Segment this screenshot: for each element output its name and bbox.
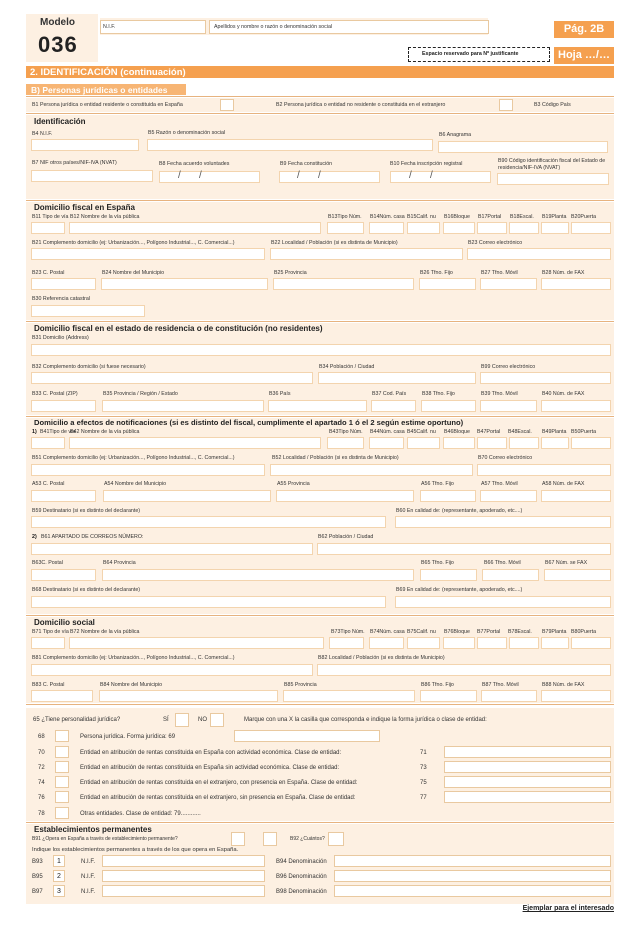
b45-field[interactable] — [407, 437, 440, 449]
b16-field[interactable] — [443, 222, 475, 234]
b19-label: B19Planta — [542, 214, 567, 220]
b27-label: B27 Tfno. Móvil — [481, 270, 518, 276]
divider — [26, 113, 614, 114]
row-number: 76 — [38, 795, 45, 801]
b76-field[interactable] — [443, 637, 475, 649]
a54-field[interactable] — [103, 490, 271, 502]
b77-label: B77Portal — [477, 629, 501, 635]
b10-field[interactable] — [390, 171, 491, 183]
row-checkbox[interactable] — [55, 730, 69, 742]
header — [26, 14, 614, 78]
b39-field[interactable] — [480, 400, 537, 412]
date-separator: / — [409, 170, 412, 181]
b24-label: B24 Nombre del Municipio — [102, 270, 165, 276]
modelo-label: Modelo — [40, 17, 75, 28]
n1-label: 1) — [32, 429, 37, 435]
row-number: 68 — [38, 734, 45, 740]
b-title: B) Personas jurídicas o entidades — [31, 85, 168, 95]
b99-field[interactable] — [480, 372, 611, 384]
b86-field[interactable] — [420, 690, 477, 702]
b92-field[interactable] — [328, 832, 344, 846]
a55-label: A55 Provincia — [277, 481, 310, 487]
row-label: Persona jurídica. Forma jurídica: 69 — [80, 734, 176, 740]
b91-checkbox-si[interactable] — [231, 832, 245, 846]
b12-label: B12 Nombre de la vía pública — [70, 214, 140, 220]
nif-label: N.I.F. — [103, 24, 116, 30]
b70-field[interactable] — [477, 464, 611, 476]
b44-field[interactable] — [369, 437, 404, 449]
b59-field[interactable] — [31, 516, 386, 528]
est-code: B95 — [32, 874, 43, 880]
b99-label: B99 Correo electrónico — [481, 364, 536, 370]
est-index: 2 — [53, 870, 65, 882]
b35-field[interactable] — [102, 400, 264, 412]
b5-field[interactable] — [147, 139, 433, 151]
b43-field[interactable] — [327, 437, 364, 449]
b79-field[interactable] — [541, 637, 569, 649]
b79-label: B79Planta — [542, 629, 567, 635]
b41-label: B41Tipo de vía — [40, 429, 76, 435]
b1-label: B1 Persona jurídica o entidad residente o constituida en España — [32, 102, 183, 108]
row-label: Otras entidades. Clase de entidad: 79............ — [80, 811, 201, 817]
b34-label: B34 Población / Ciudad — [319, 364, 375, 370]
b85-label: B85 Provincia — [284, 682, 317, 688]
row-number: 78 — [38, 811, 45, 817]
b92-label: B92 ¿Cuántos? — [290, 836, 325, 842]
b83-field[interactable] — [31, 690, 93, 702]
b39-label: B39 Tfno. Móvil — [481, 391, 518, 397]
b20-label: B20Puerta — [571, 214, 597, 220]
b31-label: B31 Domicilio (Address) — [32, 335, 89, 341]
b72-field[interactable] — [69, 637, 324, 649]
row-number: 70 — [38, 750, 45, 756]
b20-field[interactable] — [571, 222, 611, 234]
est-nif-label: N.I.F. — [81, 889, 96, 895]
b31-field[interactable] — [31, 344, 611, 356]
b17-label: B17Portal — [478, 214, 502, 220]
b51-label: B51 Complemento domicilio (ej: Urbanización..., Polígono Industrial..., C. Comercial...) — [32, 455, 235, 461]
b82-label: B82 Localidad / Población (si es distinta de Municipio) — [318, 655, 445, 661]
b91-label: B91 ¿Opera en España a través de establecimiento permanente? — [32, 836, 178, 842]
b12-field[interactable] — [69, 222, 321, 234]
b88-label: B88 Núm. de FAX — [542, 682, 585, 688]
b36-field[interactable] — [268, 400, 367, 412]
b73-field[interactable] — [329, 637, 364, 649]
b61-field[interactable] — [31, 543, 313, 555]
row-right-number: 73 — [420, 765, 427, 771]
dom-soc-title: Domicilio social — [34, 618, 95, 627]
b38-label: B38 Tfno. Fijo — [422, 391, 455, 397]
dom-es-title: Domicilio fiscal en España — [34, 203, 135, 212]
b66-label: B66 Tfno. Móvil — [484, 560, 521, 566]
b19-field[interactable] — [541, 222, 569, 234]
b74-field[interactable] — [369, 637, 404, 649]
b13-field[interactable] — [327, 222, 364, 234]
si-label: SÍ — [163, 717, 169, 723]
b48-field[interactable] — [509, 437, 539, 449]
b34-field[interactable] — [318, 372, 476, 384]
b23c-field[interactable] — [467, 248, 611, 260]
b21-label: B21 Complemento domicilio (ej: Urbanización..., Polígono Industrial..., C. Comercial...) — [32, 240, 235, 246]
row-right-number: 77 — [420, 795, 427, 801]
b8-field[interactable] — [159, 171, 260, 183]
ejemplar-label: Ejemplar para el interesado — [522, 905, 614, 912]
est-den-field[interactable] — [334, 885, 611, 897]
b18-label: B18Escal. — [510, 214, 534, 220]
a58-label: A58 Núm. de FAX — [542, 481, 585, 487]
b85-field[interactable] — [283, 690, 415, 702]
b16-label: B16Bloque — [444, 214, 470, 220]
b64-field[interactable] — [102, 569, 414, 581]
b51-field[interactable] — [31, 464, 265, 476]
dom-res-title: Domicilio fiscal en el estado de residencia o de constitución (no residentes) — [34, 324, 323, 333]
row-right-number: 75 — [420, 780, 427, 786]
b47-label: B47Portal — [477, 429, 501, 435]
b42-field[interactable] — [69, 437, 321, 449]
b7-label: B7 NIF otros países/NIF-IVA (NVAT) — [32, 160, 117, 166]
b15-label: B15Calif. nu — [407, 214, 436, 220]
b62-field[interactable] — [317, 543, 611, 555]
b72-label: B72 Nombre de la vía pública — [70, 629, 140, 635]
b74-label: B74Núm. casa — [370, 629, 405, 635]
b81-field[interactable] — [31, 664, 313, 676]
date-separator: / — [430, 170, 433, 181]
b84-field[interactable] — [99, 690, 278, 702]
modelo-number: 036 — [38, 32, 78, 57]
b46-field[interactable] — [443, 437, 475, 449]
b17-field[interactable] — [477, 222, 507, 234]
b75-field[interactable] — [407, 637, 440, 649]
clase-entidad-field[interactable] — [444, 776, 611, 788]
b80-field[interactable] — [571, 637, 611, 649]
b60-field[interactable] — [395, 516, 611, 528]
marque-label: Marque con una X la casilla que corresponda e indique la forma jurídica o clase de entidad: — [244, 717, 487, 723]
a55-field[interactable] — [276, 490, 414, 502]
est-den-label: B98 Denominación — [276, 889, 327, 895]
identificacion-band — [26, 115, 614, 199]
b63-label: B63C. Postal — [32, 560, 63, 566]
b84-label: B84 Nombre del Municipio — [100, 682, 163, 688]
b33-label: B33 C. Postal (ZIP) — [32, 391, 78, 397]
row-checkbox[interactable] — [55, 807, 69, 819]
n2-label: 2) — [32, 534, 37, 540]
justificante-label: Espacio reservado para Nº justificante — [422, 51, 519, 57]
est-index: 1 — [53, 855, 65, 867]
a58-field[interactable] — [541, 490, 611, 502]
section-title: 2. IDENTIFICACIÓN (continuación) — [30, 67, 186, 78]
b45-label: B45Calif. nu — [407, 429, 436, 435]
b81-label: B81 Complemento domicilio (ej: Urbanización..., Polígono Industrial..., C. Comercial...) — [32, 655, 235, 661]
b71-label: B71 Tipo de vía — [32, 629, 69, 635]
clase-entidad-field[interactable] — [444, 791, 611, 803]
b75-label: B75Calif. nu — [407, 629, 436, 635]
b33-field[interactable] — [31, 400, 96, 412]
b82-field[interactable] — [317, 664, 611, 676]
est-den-label: B94 Denominación — [276, 859, 327, 865]
nif-field[interactable] — [100, 20, 206, 34]
date-separator: / — [199, 170, 202, 181]
b11-field[interactable] — [31, 222, 65, 234]
b26-label: B26 Tfno. Fijo — [420, 270, 453, 276]
b47-field[interactable] — [477, 437, 507, 449]
est-nif-field[interactable] — [102, 855, 265, 867]
clase-entidad-field[interactable] — [444, 746, 611, 758]
b26-field[interactable] — [419, 278, 476, 290]
b4-label: B4 N.I.F. — [32, 131, 53, 137]
row-right-number: 71 — [420, 750, 427, 756]
b70-label: B70 Correo electrónico — [478, 455, 533, 461]
b52-field[interactable] — [270, 464, 473, 476]
b30-field[interactable] — [31, 305, 145, 317]
b49-field[interactable] — [541, 437, 569, 449]
est-den-field[interactable] — [334, 855, 611, 867]
b38-field[interactable] — [421, 400, 476, 412]
indique-label: Indique los establecimientos permanentes a través de los que opera en España. — [32, 847, 239, 853]
form-page — [26, 14, 614, 914]
b63-field[interactable] — [31, 569, 96, 581]
b50-label: B50Puerta — [571, 429, 597, 435]
b80-label: B80Puerta — [571, 629, 597, 635]
si-checkbox[interactable] — [175, 713, 189, 727]
row-label: Entidad en atribución de rentas constituida en el extranjero, sin presencia en España. Clase de entidad: — [80, 795, 356, 801]
b25-label: B25 Provincia — [274, 270, 307, 276]
b86-label: B86 Tfno. Fijo — [421, 682, 454, 688]
b7-field[interactable] — [31, 170, 153, 182]
b30-label: B30 Referencia catastral — [32, 296, 91, 302]
b1-checkbox[interactable] — [220, 99, 234, 111]
b78-field[interactable] — [509, 637, 539, 649]
a56-field[interactable] — [420, 490, 476, 502]
b15-field[interactable] — [407, 222, 440, 234]
b64-label: B64 Provincia — [103, 560, 136, 566]
est-code: B97 — [32, 889, 43, 895]
b32-field[interactable] — [31, 372, 313, 384]
b77-field[interactable] — [477, 637, 507, 649]
b22-label: B22 Localidad / Población (si es distinta de Municipio) — [271, 240, 398, 246]
b44-label: B44Núm. casa — [370, 429, 405, 435]
row-number: 72 — [38, 765, 45, 771]
divider — [26, 321, 614, 322]
a56-label: A56 Tfno. Fijo — [421, 481, 454, 487]
divider — [26, 704, 614, 705]
b3-label: B3 Código País — [534, 102, 571, 108]
row-checkbox[interactable] — [55, 746, 69, 758]
b35-label: B35 Provincia / Región / Estado — [103, 391, 178, 397]
est-code: B93 — [32, 859, 43, 865]
b65-field[interactable] — [420, 569, 477, 581]
b83-label: B83 C. Postal — [32, 682, 65, 688]
b65-label: B65 Tfno. Fijo — [421, 560, 454, 566]
a57-field[interactable] — [480, 490, 537, 502]
apellidos-label: Apellidos y nombre o razón o denominación social — [214, 24, 333, 30]
b21-field[interactable] — [31, 248, 265, 260]
dom-not-title: Domicilio a efectos de notificaciones (si es distinto del fiscal, cumplimente el apartado 1 ó el 2 según estime oportuno) — [34, 418, 464, 427]
est-den-field[interactable] — [334, 870, 611, 882]
b87-field[interactable] — [481, 690, 537, 702]
row-checkbox[interactable] — [55, 776, 69, 788]
a57-label: A57 Tfno. Móvil — [481, 481, 518, 487]
b87-label: B87 Tfno. Móvil — [482, 682, 519, 688]
b14-label: B14Núm. casa — [370, 214, 405, 220]
b69-label: B69 En calidad de: (representante, apoderado, etc....) — [396, 587, 523, 593]
b90-label: B90 Código identificación fiscal del Estado de residencia/NIF-IVA (NVAT) — [498, 158, 606, 171]
b18-field[interactable] — [509, 222, 539, 234]
b28-field[interactable] — [541, 278, 611, 290]
b41-field[interactable] — [31, 437, 65, 449]
b42-label: B42 Nombre de la vía pública — [70, 429, 140, 435]
date-separator: / — [178, 170, 181, 181]
b71-field[interactable] — [31, 637, 65, 649]
b23c-label: B23 Correo electrónico — [468, 240, 523, 246]
row-label: Entidad en atribución de rentas constituida en España con actividad económica. Clase de entidad: — [80, 750, 342, 756]
b59-label: B59 Destinatario (si es distinto del declarante) — [32, 508, 141, 514]
b8-label: B8 Fecha acuerdo voluntades — [159, 161, 230, 167]
divider — [26, 822, 614, 823]
b76-label: B76Bloque — [444, 629, 470, 635]
b68-field[interactable] — [31, 596, 386, 608]
b6-label: B6 Anagrama — [439, 132, 472, 138]
b40-label: B40 Núm. de FAX — [542, 391, 585, 397]
est-den-label: B96 Denominación — [276, 874, 327, 880]
b13-label: B13Tipo Núm. — [328, 214, 362, 220]
b22-field[interactable] — [270, 248, 463, 260]
b9-field[interactable] — [279, 171, 380, 183]
b73-label: B73Tipo Núm. — [331, 629, 365, 635]
divider — [26, 200, 614, 201]
b28-label: B28 Núm. de FAX — [542, 270, 585, 276]
est-nif-field[interactable] — [102, 885, 265, 897]
b5-label: B5 Razón o denominación social — [148, 130, 226, 136]
b14-field[interactable] — [369, 222, 404, 234]
b37-field[interactable] — [371, 400, 416, 412]
divider — [26, 416, 614, 417]
b66-field[interactable] — [482, 569, 539, 581]
forma-juridica-field[interactable] — [234, 730, 380, 742]
b10-label: B10 Fecha inscripción registral — [390, 161, 463, 167]
b48-label: B48Escal. — [508, 429, 532, 435]
est-title: Establecimientos permanentes — [34, 825, 152, 834]
b61-label: B61 APARTADO DE CORREOS NÚMERO: — [41, 534, 144, 540]
row-label: Entidad en atribución de rentas constituida en el extranjero, con presencia en España. Clase de entidad: — [80, 780, 358, 786]
b23-field[interactable] — [31, 278, 96, 290]
no-checkbox[interactable] — [210, 713, 224, 727]
b68-label: B68 Destinatario (si es distinto del declarante) — [32, 587, 141, 593]
b25-field[interactable] — [273, 278, 414, 290]
b2-checkbox[interactable] — [499, 99, 513, 111]
hoja-badge: Hoja …/… — [554, 47, 614, 64]
b27-field[interactable] — [480, 278, 537, 290]
divider — [26, 615, 614, 616]
row-checkbox[interactable] — [55, 761, 69, 773]
b32-label: B32 Complemento domicilio (si fuese necesario) — [32, 364, 146, 370]
row-checkbox[interactable] — [55, 791, 69, 803]
a54-label: A54 Nombre del Municipio — [104, 481, 167, 487]
b62-label: B62 Población / Ciudad — [318, 534, 374, 540]
b67-label: B67 Núm. se FAX — [545, 560, 588, 566]
b91-checkbox-no[interactable] — [263, 832, 277, 846]
date-separator: / — [297, 170, 300, 181]
b36-label: B36 País — [269, 391, 291, 397]
b46-label: B46Bloque — [444, 429, 470, 435]
b90-field[interactable] — [497, 173, 609, 185]
date-separator: / — [318, 170, 321, 181]
b50-field[interactable] — [571, 437, 611, 449]
pag-badge: Pág. 2B — [554, 21, 614, 38]
b67-field[interactable] — [544, 569, 611, 581]
b24-field[interactable] — [101, 278, 268, 290]
b9-label: B9 Fecha constitución — [280, 161, 333, 167]
b2-label: B2 Persona jurídica o entidad no residente o constituida en el extranjero — [276, 102, 446, 108]
a53-field[interactable] — [31, 490, 96, 502]
b37-label: B37 Cod. País — [372, 391, 407, 397]
est-index: 3 — [53, 885, 65, 897]
b49-label: B49Planta — [542, 429, 567, 435]
no-label: NO — [198, 717, 207, 723]
a53-label: A53 C. Postal — [32, 481, 65, 487]
q65-label: 65 ¿Tiene personalidad jurídica? — [33, 717, 121, 723]
divider — [26, 96, 614, 97]
b23-label: B23 C. Postal — [32, 270, 65, 276]
clase-entidad-field[interactable] — [444, 761, 611, 773]
b4-field[interactable] — [31, 139, 139, 151]
identificacion-title: Identificación — [34, 117, 86, 126]
row-label: Entidad en atribución de rentas constituida en España sin actividad económica. Clase de entidad: — [80, 765, 340, 771]
est-nif-label: N.I.F. — [81, 859, 96, 865]
b11-label: B11 Tipo de vía — [32, 214, 69, 220]
row-number: 74 — [38, 780, 45, 786]
b69-field[interactable] — [395, 596, 611, 608]
b52-label: B52 Localidad / Población (si es distinta de Municipio) — [272, 455, 399, 461]
b6-field[interactable] — [438, 141, 608, 153]
b43-label: B43Tipo Núm. — [329, 429, 363, 435]
b40-field[interactable] — [541, 400, 611, 412]
est-nif-label: N.I.F. — [81, 874, 96, 880]
b60-label: B60 En calidad de: (representante, apoderado, etc....) — [396, 508, 523, 514]
b88-field[interactable] — [541, 690, 611, 702]
b78-label: B78Escal. — [508, 629, 532, 635]
est-nif-field[interactable] — [102, 870, 265, 882]
